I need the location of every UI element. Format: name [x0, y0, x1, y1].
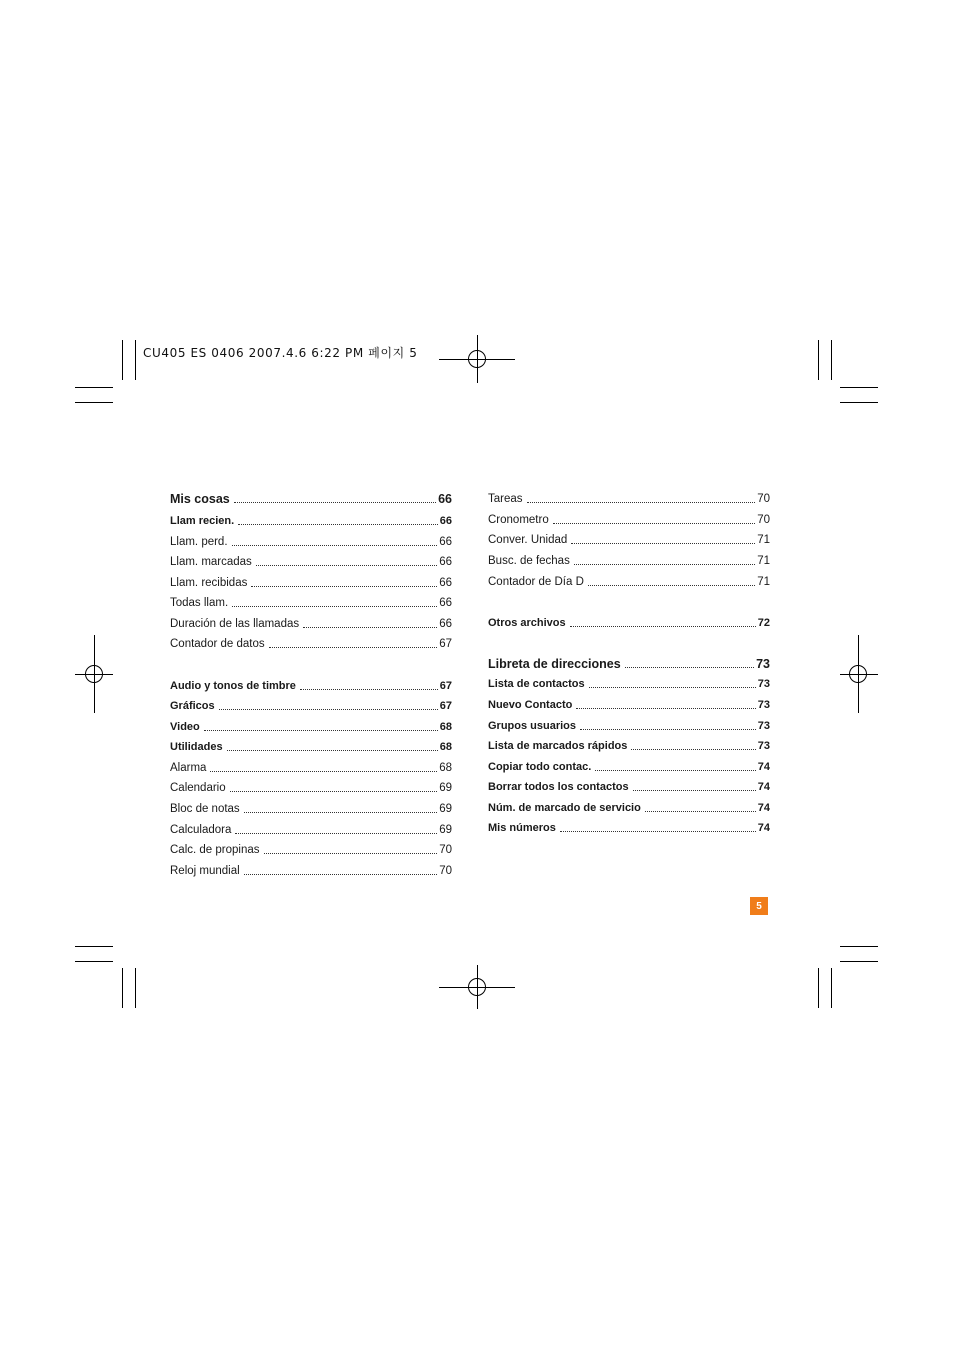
- toc-entry-page: 68: [439, 762, 452, 774]
- toc-entry: [488, 717, 770, 733]
- toc-entry-page: 73: [757, 699, 770, 711]
- dot-leader: [580, 729, 756, 730]
- dot-leader: [244, 874, 438, 875]
- toc-entry-page: 73: [756, 657, 770, 671]
- dot-leader: [256, 565, 437, 566]
- toc-entry-page: 68: [439, 721, 452, 733]
- toc-entry-label: Gráficos: [170, 700, 215, 712]
- toc-entry-page: 69: [439, 803, 452, 815]
- dot-leader: [553, 523, 755, 524]
- toc-entry-label: Lista de marcados rápidos: [488, 740, 628, 752]
- dot-leader: [300, 689, 438, 690]
- toc-entry-label: Contador de Día D: [488, 576, 584, 588]
- dot-leader: [210, 771, 437, 772]
- toc-entry-page: 69: [439, 824, 452, 836]
- toc-entry-page: 70: [757, 493, 770, 505]
- toc-entry-page: 68: [439, 741, 452, 753]
- dot-leader: [235, 833, 437, 834]
- toc-entry-label: Nuevo Contacto: [488, 699, 573, 711]
- toc-entry-label: Mis cosas: [170, 492, 230, 506]
- toc-entry: [488, 758, 770, 774]
- toc-entry-page: 74: [757, 781, 770, 793]
- toc-entry-label: Busc. de fechas: [488, 555, 570, 567]
- toc-entry-label: Llam. marcadas: [170, 556, 252, 568]
- toc-entry-label: Utilidades: [170, 741, 223, 753]
- toc-entry: [170, 594, 452, 610]
- dot-leader: [234, 502, 436, 503]
- toc-entry: [488, 490, 770, 506]
- toc-entry-label: Núm. de marcado de servicio: [488, 802, 641, 814]
- print-slug: CU405 ES 0406 2007.4.6 6:22 PM 페이지 5: [143, 346, 418, 360]
- toc-entry: [170, 615, 452, 631]
- dot-leader: [576, 708, 755, 709]
- dot-leader: [219, 709, 438, 710]
- toc-entry-label: Llam recien.: [170, 515, 235, 527]
- toc-entry-label: Alarma: [170, 762, 207, 774]
- toc-entry: [488, 531, 770, 547]
- toc-entry: [170, 512, 452, 528]
- dot-leader: [574, 564, 755, 565]
- toc-entry-label: Tareas: [488, 493, 523, 505]
- toc-entry-label: Libreta de direcciones: [488, 657, 621, 671]
- dot-leader: [303, 627, 437, 628]
- toc-entry-label: Borrar todos los contactos: [488, 781, 629, 793]
- toc-entry-label: Copiar todo contac.: [488, 761, 592, 773]
- toc-entry-page: 70: [757, 514, 770, 526]
- toc-entry: [170, 533, 452, 549]
- toc-entry-label: Audio y tonos de timbre: [170, 680, 296, 692]
- toc-entry-label: Llam. perd.: [170, 536, 228, 548]
- toc-entry: [170, 677, 452, 693]
- toc-entry-page: 66: [439, 556, 452, 568]
- dot-leader: [631, 749, 755, 750]
- toc-entry: [488, 614, 770, 630]
- dot-leader: [595, 770, 755, 771]
- dot-leader: [238, 524, 438, 525]
- toc-entry: [170, 635, 452, 651]
- toc-entry: [488, 675, 770, 691]
- toc-entry-page: 70: [439, 844, 452, 856]
- toc-entry: [170, 759, 452, 775]
- dot-leader: [625, 667, 754, 668]
- toc-entry-page: 73: [757, 678, 770, 690]
- toc-entry-label: Calc. de propinas: [170, 844, 260, 856]
- toc-entry-label: Cronometro: [488, 514, 549, 526]
- dot-leader: [232, 545, 438, 546]
- toc-entry-page: 71: [757, 534, 770, 546]
- toc-entry-label: Reloj mundial: [170, 865, 240, 877]
- dot-leader: [560, 831, 756, 832]
- toc-entry-page: 70: [439, 865, 452, 877]
- toc-entry-label: Llam. recibidas: [170, 577, 248, 589]
- toc-entry-page: 72: [757, 617, 770, 629]
- toc-entry: [170, 862, 452, 878]
- toc-entry-page: 73: [757, 720, 770, 732]
- toc-entry-page: 73: [757, 740, 770, 752]
- toc-entry-page: 74: [757, 822, 770, 834]
- toc-entry: [170, 490, 452, 506]
- toc-entry-label: Otros archivos: [488, 617, 566, 629]
- dot-leader: [269, 647, 438, 648]
- toc-entry-label: Calculadora: [170, 824, 232, 836]
- toc-entry-page: 71: [757, 576, 770, 588]
- toc-entry-page: 66: [439, 536, 452, 548]
- toc-entry-label: Todas llam.: [170, 597, 229, 609]
- toc-entry: [170, 738, 452, 754]
- dot-leader: [588, 585, 755, 586]
- toc-entry-page: 71: [757, 555, 770, 567]
- toc-entry-page: 69: [439, 782, 452, 794]
- toc-entry: [170, 574, 452, 590]
- dot-leader: [264, 853, 438, 854]
- toc-entry: [488, 819, 770, 835]
- toc-entry-label: Duración de las llamadas: [170, 618, 300, 630]
- dot-leader: [645, 811, 756, 812]
- dot-leader: [232, 606, 437, 607]
- toc-entry: [488, 573, 770, 589]
- toc-entry: [170, 821, 452, 837]
- toc-entry-page: 74: [757, 761, 770, 773]
- toc-entry-page: 66: [439, 597, 452, 609]
- dot-leader: [570, 626, 756, 627]
- toc-entry-page: 66: [439, 577, 452, 589]
- toc-entry: [170, 800, 452, 816]
- toc-entry-label: Contador de datos: [170, 638, 265, 650]
- toc-entry: [170, 779, 452, 795]
- dot-leader: [571, 543, 755, 544]
- toc-entry-page: 66: [438, 492, 452, 506]
- dot-leader: [633, 790, 756, 791]
- toc-entry-label: Bloc de notas: [170, 803, 240, 815]
- toc-entry-page: 67: [439, 638, 452, 650]
- toc-entry-page: 67: [439, 700, 452, 712]
- toc-entry-page: 66: [439, 618, 452, 630]
- toc-entry: [488, 799, 770, 815]
- toc-entry: [488, 778, 770, 794]
- toc-entry: [488, 696, 770, 712]
- toc-entry: [170, 718, 452, 734]
- toc-entry-label: Conver. Unidad: [488, 534, 568, 546]
- toc-entry-label: Mis números: [488, 822, 556, 834]
- toc-entry: [170, 553, 452, 569]
- toc-entry: [170, 697, 452, 713]
- toc-entry-label: Calendario: [170, 782, 226, 794]
- toc-entry-label: Lista de contactos: [488, 678, 585, 690]
- toc-entry: [488, 511, 770, 527]
- toc-entry-label: Grupos usuarios: [488, 720, 577, 732]
- toc-entry: [488, 655, 770, 671]
- toc-entry-page: 67: [439, 680, 452, 692]
- toc-entry-page: 66: [439, 515, 452, 527]
- dot-leader: [204, 730, 438, 731]
- dot-leader: [230, 791, 438, 792]
- toc-entry-label: Video: [170, 721, 200, 733]
- dot-leader: [251, 586, 437, 587]
- toc-entry-page: 74: [757, 802, 770, 814]
- dot-leader: [527, 502, 756, 503]
- dot-leader: [227, 750, 438, 751]
- dot-leader: [589, 687, 756, 688]
- toc-entry: [488, 552, 770, 568]
- page-number-badge: 5: [750, 897, 768, 915]
- toc-entry: [170, 841, 452, 857]
- toc-entry: [488, 737, 770, 753]
- dot-leader: [244, 812, 438, 813]
